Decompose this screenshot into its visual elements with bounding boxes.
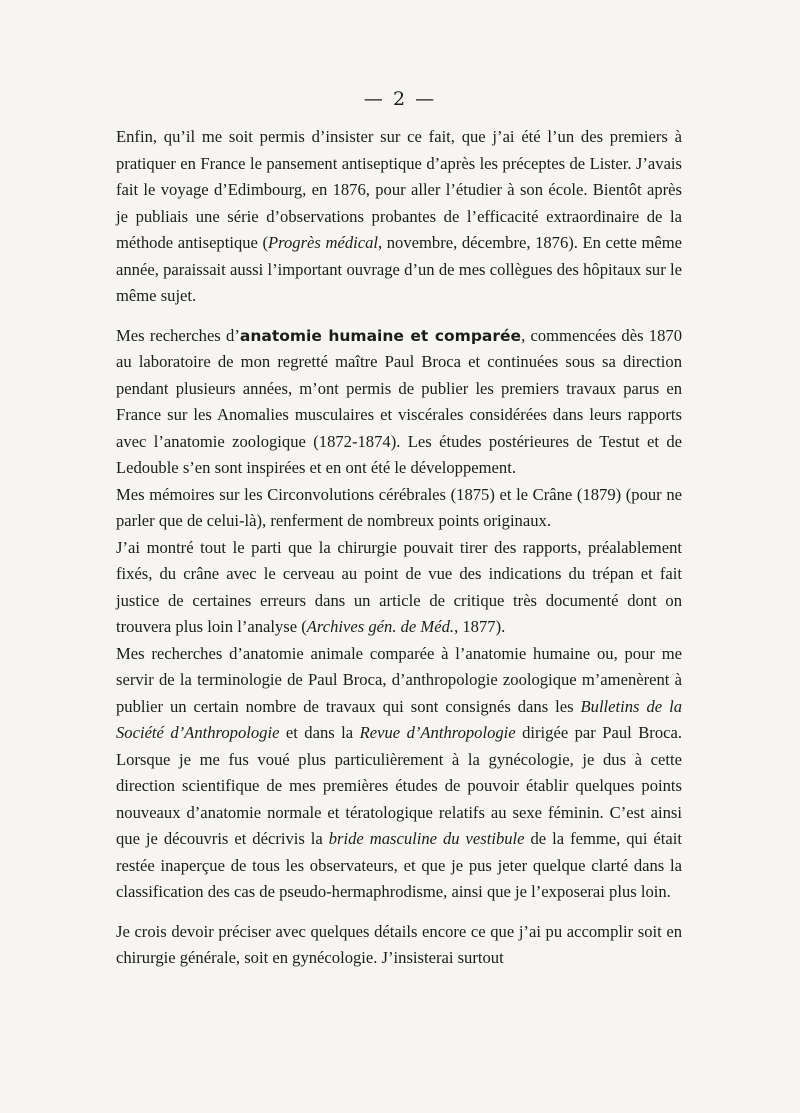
paragraph-p4 xyxy=(116,535,682,641)
paragraph-p2 xyxy=(116,323,682,482)
text-run: , commencées dès 1870 au laboratoire de mon regretté maître Paul Broca et continuées sous sa direction pendant plusieurs années, m’ont permis de publier les premiers travaux parus en France sur les Anomalies musculaires et viscérales considérées dans leurs rapports avec l’anatomie zoologique (1872-1874). Les études postérieures de Testut et de Ledouble s’en sont inspirées et en ont été le développement. xyxy=(116,325,682,477)
paragraph-p6 xyxy=(116,919,682,972)
page-number: — 2 — xyxy=(363,88,437,110)
italic-text: Archives gén. de Méd. xyxy=(306,617,455,636)
paragraph-gap xyxy=(116,906,682,919)
paragraph-p1 xyxy=(116,124,682,310)
italic-text: Bulletins de la Société d’Anthropologie xyxy=(116,696,682,742)
paragraph-p3 xyxy=(116,482,682,535)
bold-heading-text: anatomie humaine et comparée xyxy=(239,326,522,345)
italic-text: Progrès médical xyxy=(268,233,379,252)
text-run: , 1877). xyxy=(454,617,506,636)
text-run: J’ai montré tout le parti que la chirurgie pouvait tirer des rapports, préalablement fixés, du crâne avec le cerveau au point de vue des indications du trépan et fait justice de certaines erreurs dans un article de critique très documenté dont on trouvera plus loin l’analyse ( xyxy=(116,537,682,636)
text-run: Enfin, qu’il me soit permis d’insister sur ce fait, que j’ai été l’un des premiers à pratiquer en France le pansement antiseptique d’après les préceptes de Lister. J’avais fait le voyage d’Edimbourg, en 1876, pour aller l’étudier à son école. Bientôt après je publiais une série d’observations probantes de l’efficacité extraordinaire de la méthode antiseptique ( xyxy=(116,127,682,252)
italic-text: Revue d’Anthropologie xyxy=(359,723,516,742)
text-run: Mes recherches d’ xyxy=(116,325,240,345)
text-run: Mes recherches d’anatomie animale comparée à l’anatomie humaine ou, pour me servir de la terminologie de Paul Broca, d’anthropologie zoologique m’amenèrent à publier un certain nombre de travaux qui sont consignés dans les xyxy=(116,643,682,716)
text-run: Je crois devoir préciser avec quelques détails encore ce que j’ai pu accomplir soit en chirurgie générale, soit en gynécologie. J’insisterai surtout xyxy=(116,921,682,967)
italic-text: bride masculine du vestibule xyxy=(328,829,525,848)
body-text xyxy=(116,124,682,972)
text-run: et dans la xyxy=(279,723,360,742)
text-run: Mes mémoires sur les Circonvolutions cérébrales (1875) et le Crâne (1879) (pour ne parler que de celui-là), renferment de nombreux points originaux. xyxy=(116,484,682,530)
text-run: de la femme, qui était restée inaperçue de tous les observateurs, et que je pus jeter quelque clarté dans la classification des cas de pseudo-hermaphrodisme, ainsi que je l’exposerai plus loin. xyxy=(116,829,682,901)
paragraph-gap xyxy=(116,310,682,323)
paragraph-p5 xyxy=(116,641,682,906)
text-run: , novembre, décembre, 1876). En cette même année, paraissait aussi l’important ouvrage d’un de mes collègues des hôpitaux sur le même sujet. xyxy=(116,233,682,305)
text-run: dirigée par Paul Broca. Lorsque je me fus voué plus particulièrement à la gynécologie, je dus à cette direction scientifique de mes premières études de pouvoir établir quelques points nouveaux d’anatomie normale et tératologique relatifs au sexe féminin. C’est ainsi que je découvris et décrivis la xyxy=(116,723,682,848)
